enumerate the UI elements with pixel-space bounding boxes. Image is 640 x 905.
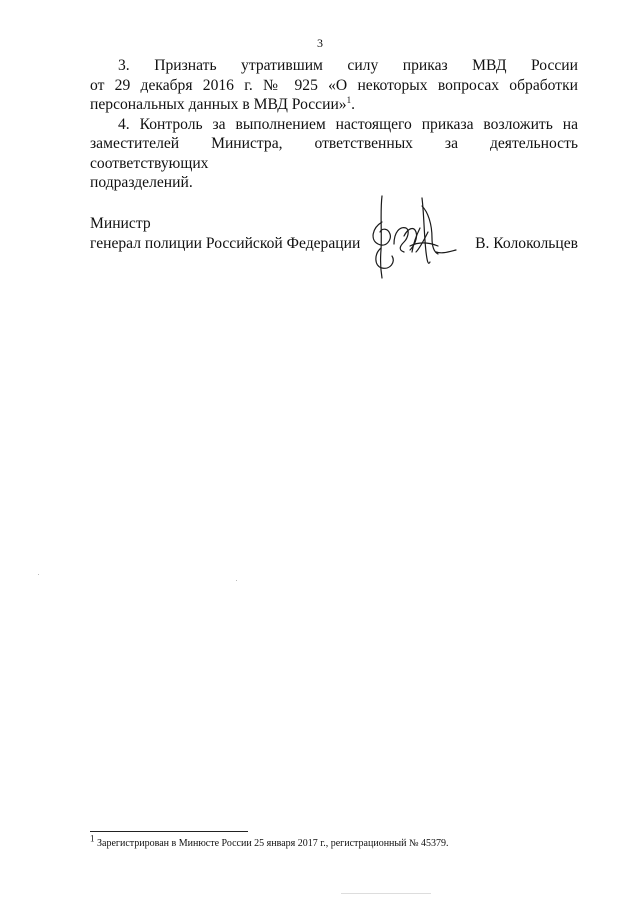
paragraph-3-line-1: 3. Признать утратившим силу приказ МВД России [118,57,578,74]
signatory-position: Министр [90,215,151,232]
paragraph-3 [90,56,578,115]
signatory-rank: генерал полиции Российской Федерации [90,234,361,252]
paragraph-3-line-3-end: . [351,96,355,113]
signature-block [90,214,578,253]
footnote-text: Зарегистрирован в Минюсте России 25 января 2017 г., регистрационный № 45379. [97,838,449,849]
footnote-reference: 1 [346,94,352,105]
footnote [90,833,610,850]
paragraph-3-line-3 [90,95,578,115]
signatory-row [90,234,578,254]
handwritten-signature-icon [370,192,462,282]
paragraph-3-line-3-text: персональных данных в МВД России» [90,96,347,113]
document-body [90,56,578,193]
scan-speck [236,580,237,581]
scan-edge [341,893,431,894]
paragraph-3-line-2: от 29 декабря 2016 г. № 925 «О некоторых вопросах обработки [90,76,578,94]
paragraph-4-line-2: заместителей Министра, ответственных за деятельность соответствующих [90,135,578,172]
footnote-marker: 1 [90,833,95,844]
page-number: 3 [317,36,323,50]
paragraph-4-line-1: 4. Контроль за выполнением настоящего приказа возложить на [118,115,578,133]
paragraph-4-line-3: подразделений. [90,174,193,191]
footnote-divider [90,831,248,832]
signatory-name: В. Колокольцев [475,234,578,252]
paragraph-4 [90,115,578,193]
scan-speck [38,574,39,575]
